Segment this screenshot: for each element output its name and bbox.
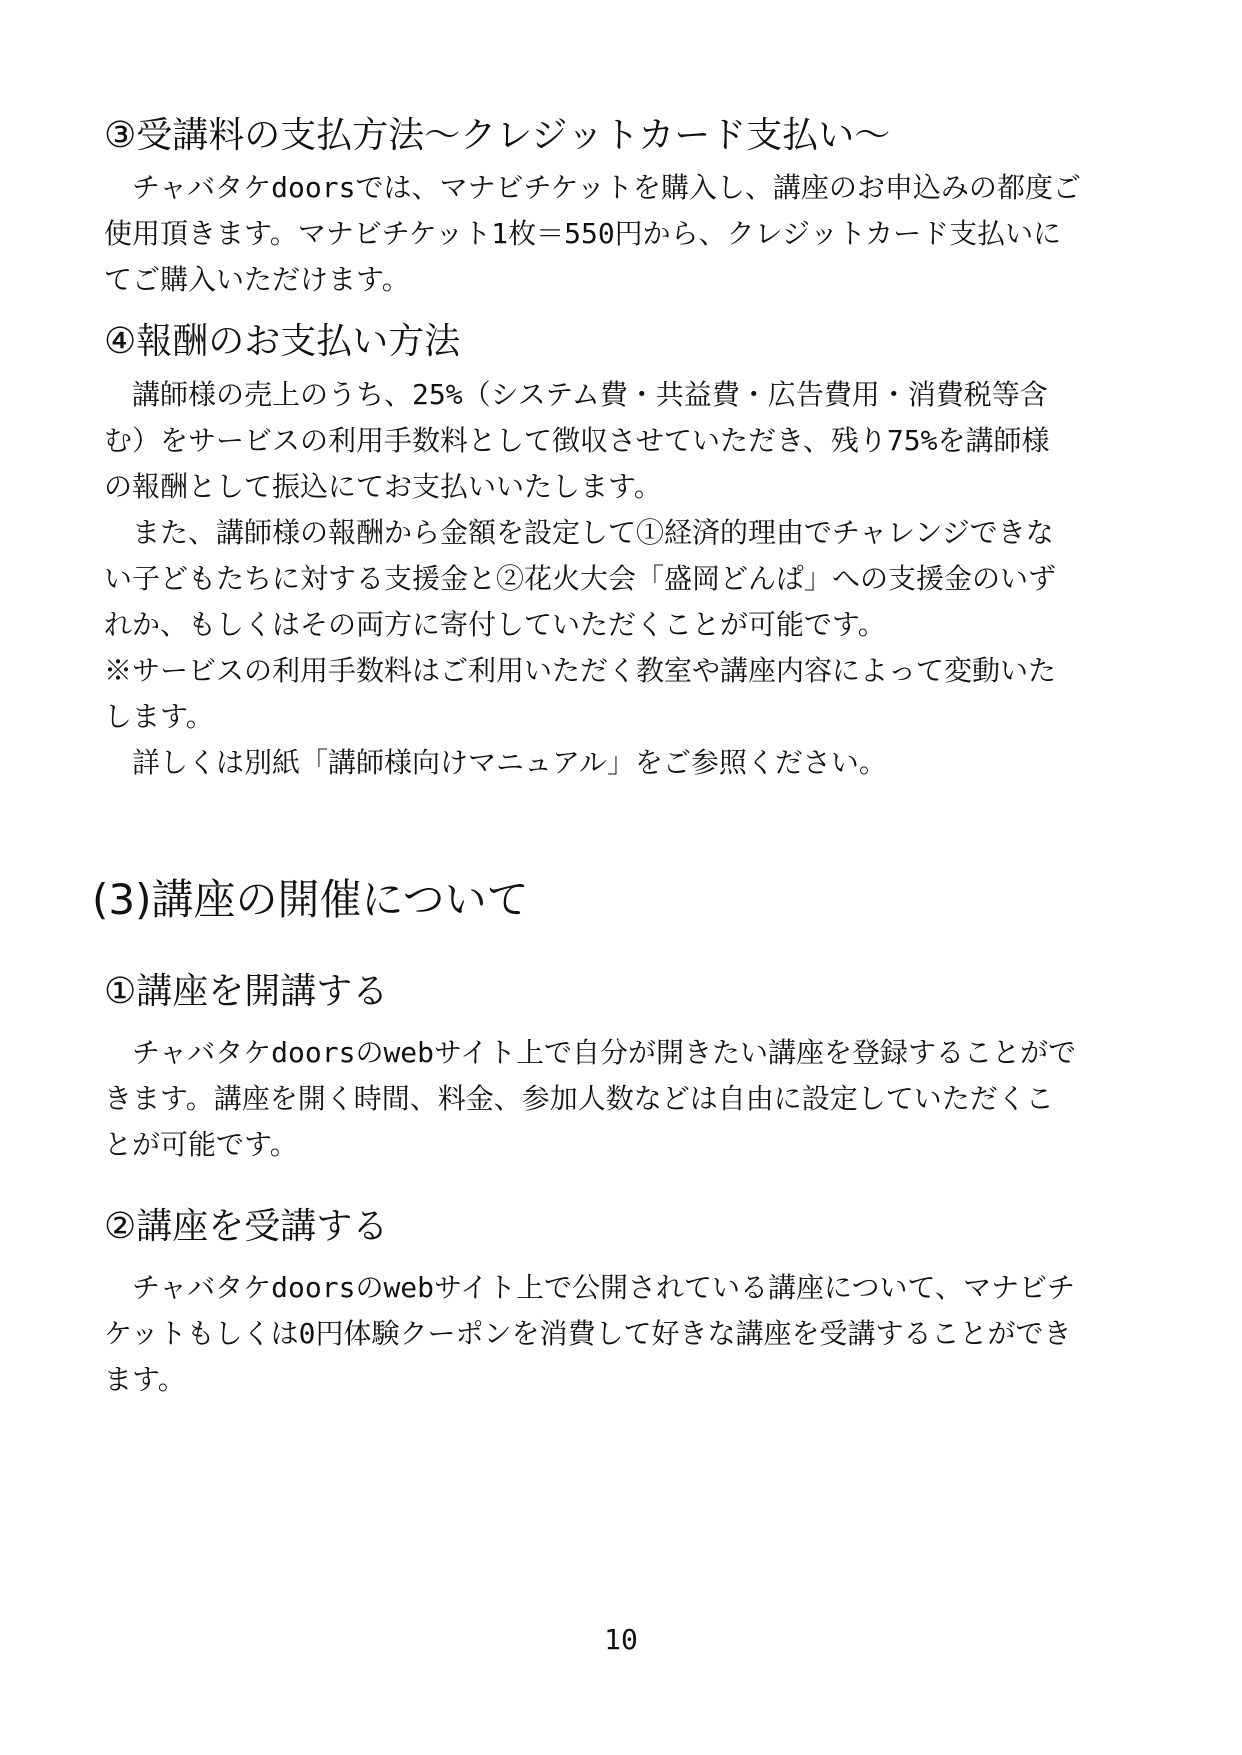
text-line: とが可能です。 (104, 1128, 298, 1161)
text-line: きます。講座を開く時間、料金、参加人数などは自由に設定していただくこ (104, 1082, 1054, 1115)
text-line: ケットもしくは0円体験クーポンを消費して好きな講座を受講することができ (104, 1317, 1072, 1350)
text-line: 講師様の売上のうち、25%（システム費・共益費・広告費用・消費税等含 (104, 378, 1048, 411)
text-line: します。 (104, 700, 214, 733)
paragraph-remuneration (104, 372, 1184, 786)
text-line: チャバタケdoorsでは、マナビチケットを購入し、講座のお申込みの都度ご (104, 171, 1081, 204)
text-line: てご購入いただけます。 (104, 263, 410, 296)
paragraph-take-course (104, 1265, 1184, 1403)
text-line: ます。 (104, 1363, 186, 1396)
page-number: 10 (604, 1623, 638, 1656)
text-line: チャバタケdoorsのwebサイト上で公開されている講座について、マナビチ (104, 1271, 1075, 1304)
heading-payment-method: ③受講料の支払方法～クレジットカード支払い～ (104, 115, 891, 156)
heading-open-course: ①講座を開講する (104, 971, 389, 1012)
text-line: れか、もしくはその両方に寄付していただくことが可能です。 (104, 608, 886, 641)
text-line: い子どもたちに対する支援金と②花火大会「盛岡どんぱ」への支援金のいず (104, 562, 1057, 595)
text-line: む）をサービスの利用手数料として徴収させていただき、残り75%を講師様 (104, 424, 1050, 457)
text-line: 詳しくは別紙「講師様向けマニュアル」をご参照ください。 (104, 746, 887, 779)
heading-remuneration: ④報酬のお支払い方法 (104, 321, 461, 362)
text-line: チャバタケdoorsのwebサイト上で自分が開きたい講座を登録することがで (104, 1036, 1077, 1069)
heading-take-course: ②講座を受講する (104, 1206, 389, 1247)
paragraph-payment-method (104, 165, 1184, 303)
text-line: ※サービスの利用手数料はご利用いただく教室や講座内容によって変動いた (104, 654, 1057, 687)
text-line: また、講師様の報酬から金額を設定して①経済的理由でチャレンジできな (104, 516, 1054, 549)
paragraph-open-course (104, 1030, 1184, 1168)
text-line: の報酬として振込にてお支払いいたします。 (104, 470, 662, 503)
text-line: 使用頂きます。マナビチケット1枚＝550円から、クレジットカード支払いに (104, 217, 1062, 250)
heading-holding-courses: (3)講座の開催について (92, 875, 529, 924)
